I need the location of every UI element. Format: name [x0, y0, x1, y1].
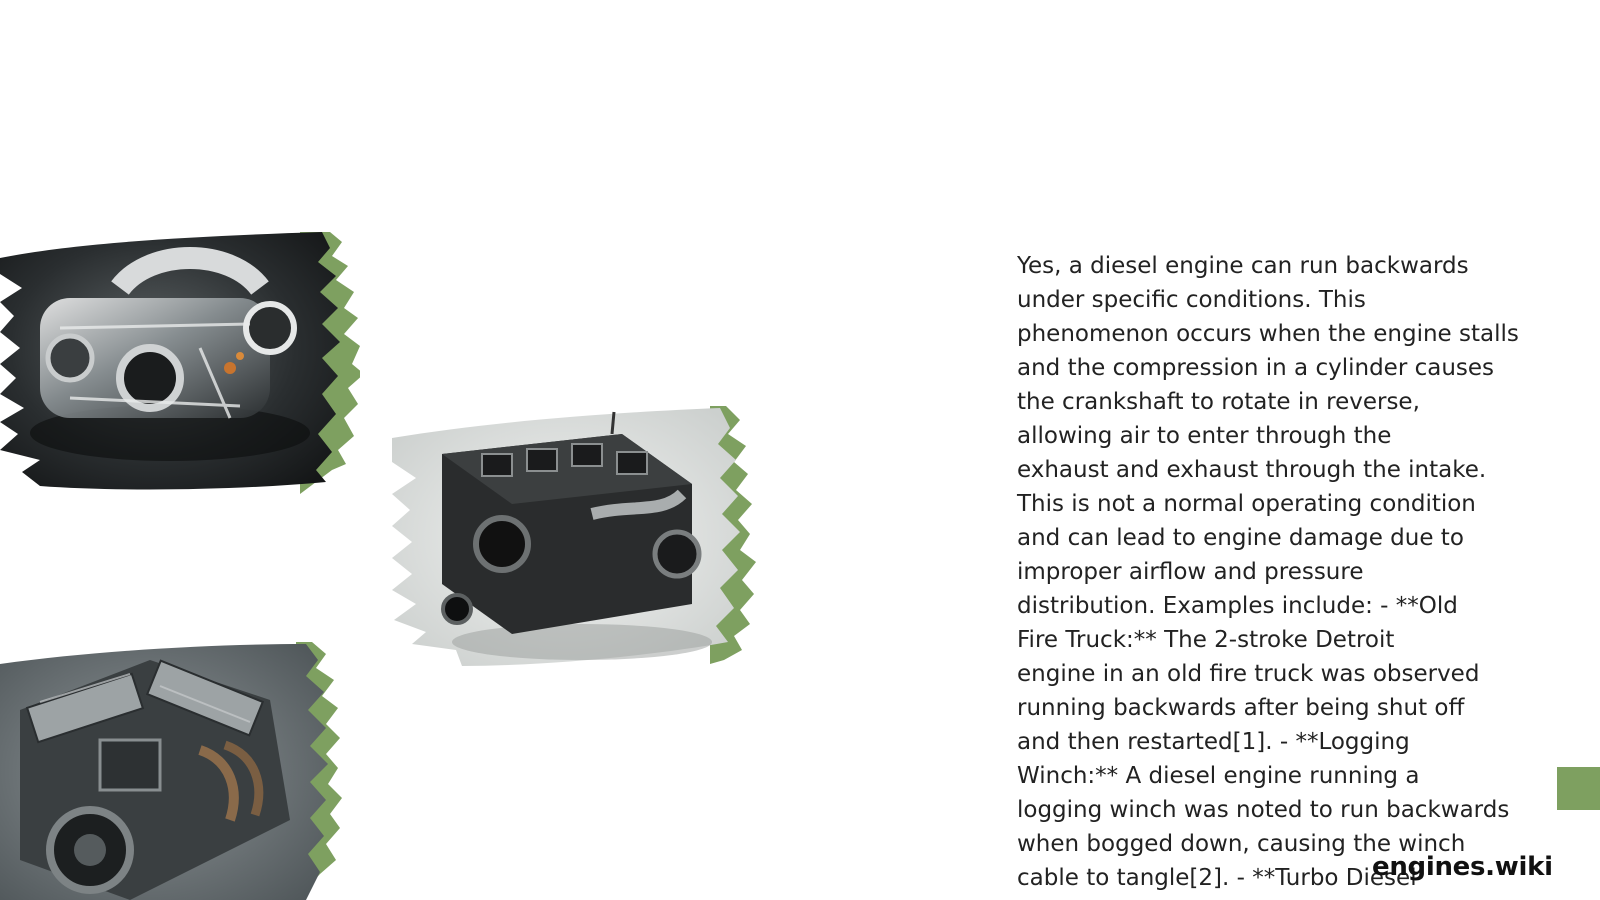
brand-logo[interactable]: engines.wiki: [1372, 852, 1553, 882]
v-engine-photo: [0, 640, 360, 900]
v-engine-image: [0, 640, 360, 900]
chrome-engine-photo: [0, 228, 360, 503]
black-diesel-engine-photo: [392, 404, 772, 679]
black-diesel-engine-image: [392, 404, 772, 679]
accent-square: [1557, 767, 1600, 810]
chrome-engine-image: [0, 228, 360, 503]
article-body-text: Yes, a diesel engine can run backwards under specific conditions. This phenomenon occurs when the engine stalls and the compression in a cylinder causes the crankshaft to rotate in reverse, allowing air to enter through the exhaust and exhaust through the intake. This is not a normal operating condition and can lead to engine damage due to improper airflow and pressure distribution. Examples include: - **Old Fire Truck:** The 2-stroke Detroit engine in an old fire truck was observed running backwards after being shut off and then restarted[1]. - **Logging Winch:** A diesel engine running a logging winch was noted to run backwards when bogged down, causing the winch cable to tangle[2]. - **Turbo Diesel: [1017, 253, 1519, 891]
